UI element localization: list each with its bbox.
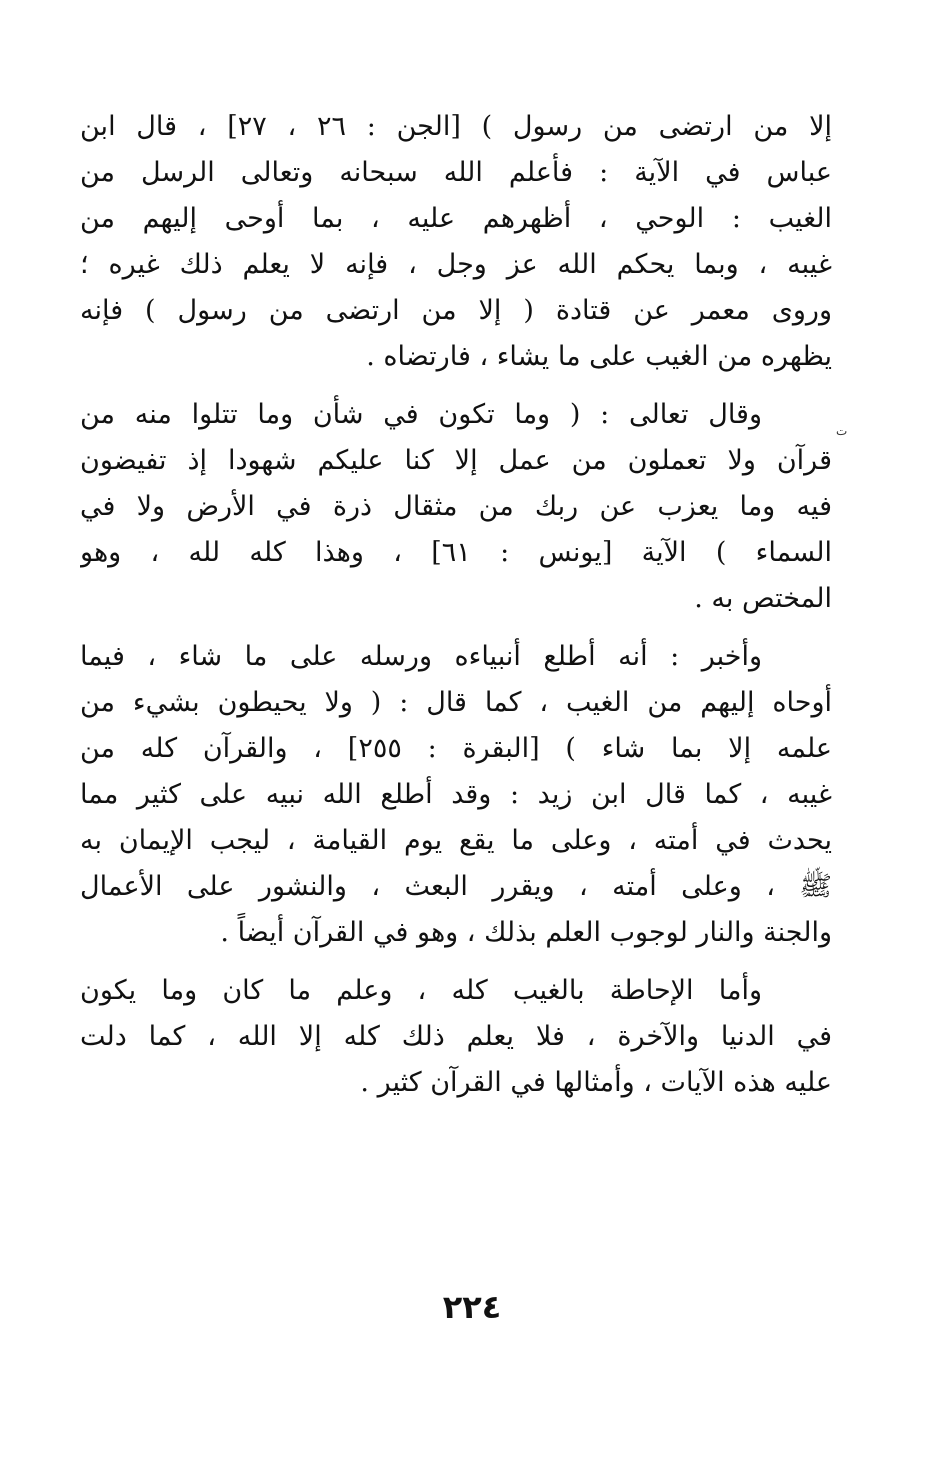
text-line: وأما الإحاطة بالغيب كله ، وعلم ما كان وما يكون: [80, 975, 762, 1006]
page-body: [80, 104, 832, 1118]
text-line: غيبه ، وبما يحكم الله عز وجل ، فإنه لا يعلم ذلك غيره ؛: [80, 249, 832, 280]
text-line: أوحاه إليهم من الغيب ، كما قال : ( ولا يحيطون بشيء من: [80, 687, 832, 718]
text-line: يحدث في أمته ، وعلى ما يقع يوم القيامة ، ليجب الإيمان به: [80, 825, 832, 856]
text-line: وروى معمر عن قتادة ( إلا من ارتضى من رسول ) فإنه: [80, 295, 832, 326]
text-line: عباس في الآية : فأعلم الله سبحانه وتعالى الرسل من: [80, 157, 832, 188]
margin-note: ت: [836, 424, 848, 438]
paragraph-2: [80, 392, 832, 622]
text-line: عليه هذه الآيات ، وأمثالها في القرآن كثير .: [360, 1067, 832, 1098]
paragraph-3: [80, 634, 832, 956]
text-line: المختص به .: [694, 583, 832, 614]
text-line: والجنة والنار لوجوب العلم بذلك ، وهو في القرآن أيضاً .: [220, 917, 832, 948]
page-number: ٢٢٤: [442, 1288, 502, 1326]
paragraph-1: [80, 104, 832, 380]
text-line: قرآن ولا تعملون من عمل إلا كنا عليكم شهودا إذ تفيضون: [80, 445, 832, 476]
text-line: علمه إلا بما شاء ) [البقرة : ٢٥٥] ، والقرآن كله من: [80, 733, 832, 764]
text-line: إلا من ارتضى من رسول ) [الجن : ٢٦ ، ٢٧] ، قال ابن: [80, 111, 832, 142]
text-line: الغيب : الوحي ، أظهرهم عليه ، بما أوحى إليهم من: [80, 203, 832, 234]
text-line: فيه وما يعزب عن ربك من مثقال ذرة في الأرض ولا في: [80, 491, 832, 522]
text-line: في الدنيا والآخرة ، فلا يعلم ذلك كله إلا الله ، كما دلت: [80, 1021, 832, 1052]
text-line: يظهره من الغيب على ما يشاء ، فارتضاه .: [366, 341, 832, 372]
text-line: ﷺ ، وعلى أمته ، ويقرر البعث ، والنشور على الأعمال: [80, 871, 832, 902]
paragraph-4: [80, 968, 832, 1106]
text-line: السماء ) الآية [يونس : ٦١] ، وهذا كله لله ، وهو: [80, 537, 832, 568]
text-line: وقال تعالى : ( وما تكون في شأن وما تتلوا منه من: [80, 399, 762, 430]
text-line: غيبه ، كما قال ابن زيد : وقد أطلع الله نبيه على كثير مما: [80, 779, 832, 810]
text-line: وأخبر : أنه أطلع أنبياءه ورسله على ما شاء ، فيما: [80, 641, 762, 672]
